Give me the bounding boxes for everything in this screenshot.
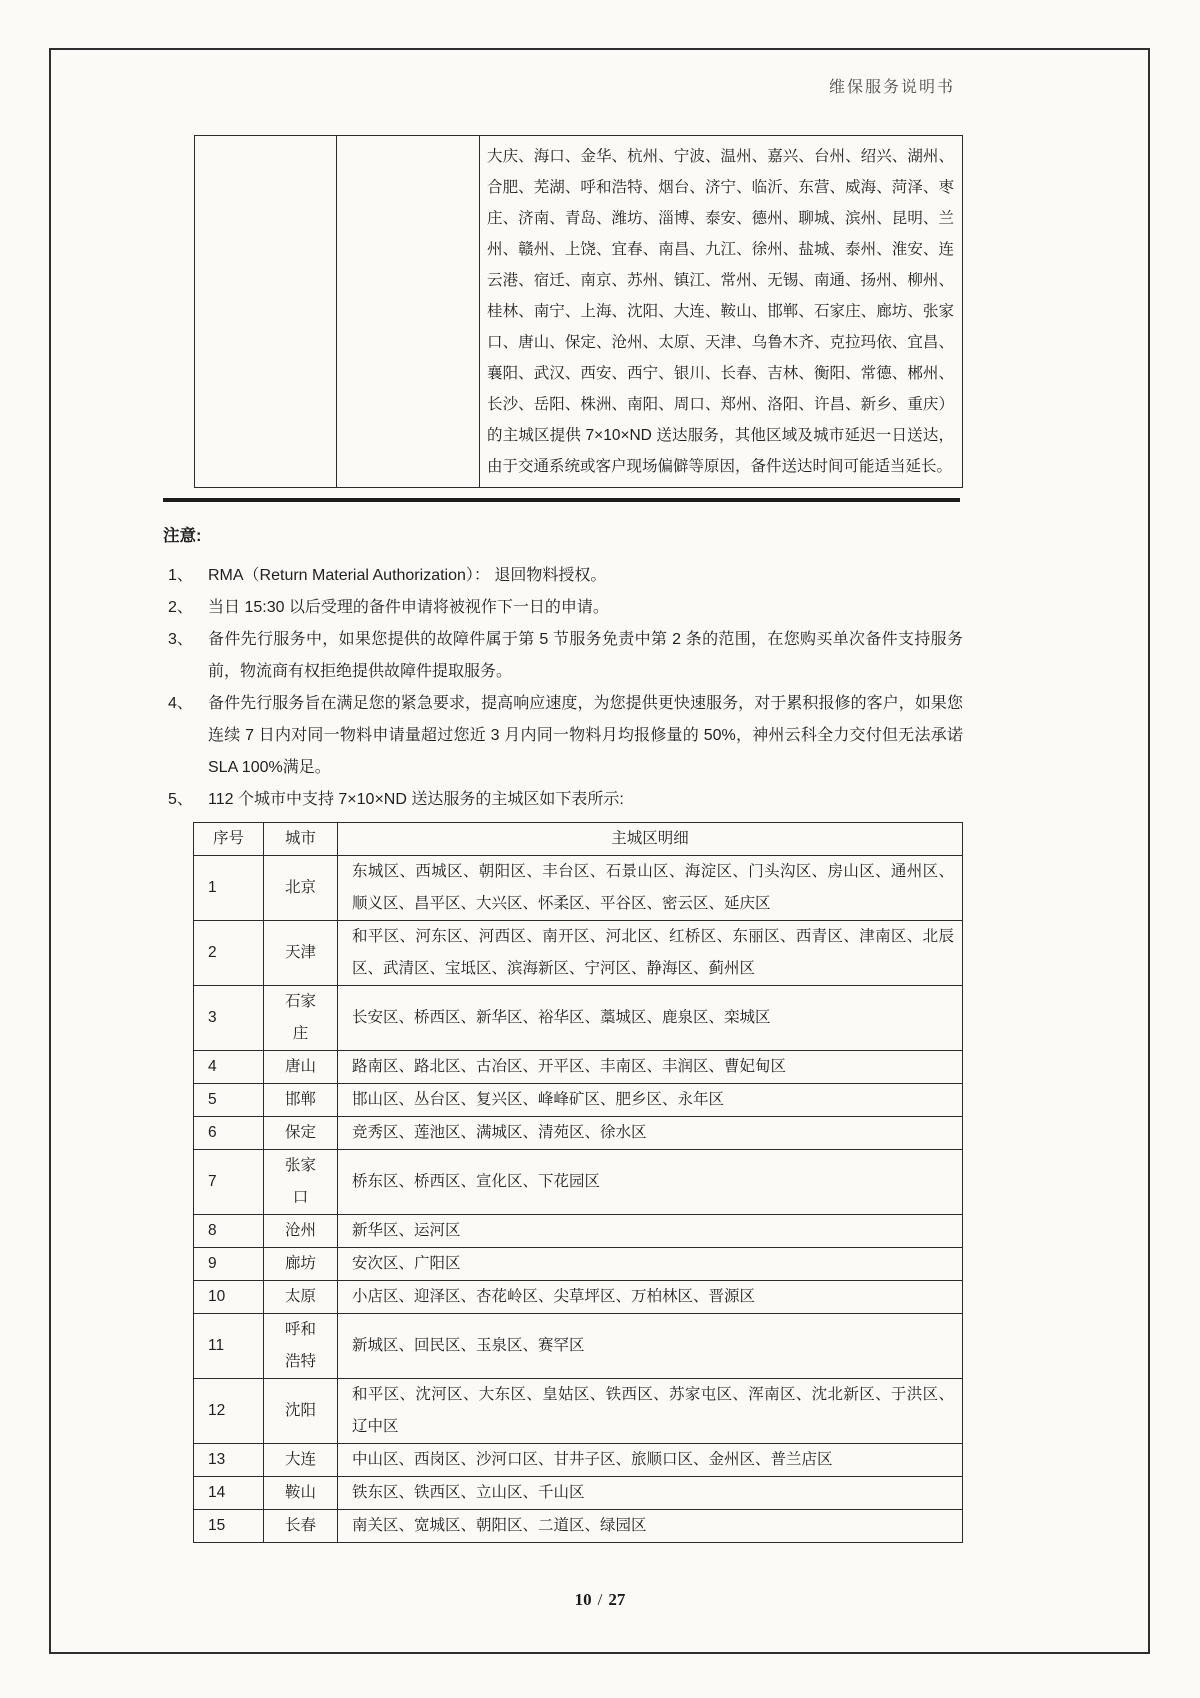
table-row xyxy=(194,1510,963,1543)
row-city-cell: 唐山 xyxy=(264,1051,338,1084)
note-item xyxy=(163,688,963,784)
row-districts-cell: 长安区、桥西区、新华区、裕华区、藁城区、鹿泉区、栾城区 xyxy=(338,986,963,1051)
table-row xyxy=(194,1051,963,1084)
row-seq-cell: 8 xyxy=(194,1215,264,1248)
row-districts-cell: 邯山区、丛台区、复兴区、峰峰矿区、肥乡区、永年区 xyxy=(338,1084,963,1117)
row-districts-cell: 安次区、广阳区 xyxy=(338,1248,963,1281)
note-number: 4、 xyxy=(168,695,193,712)
table-row xyxy=(194,1281,963,1314)
table-row xyxy=(194,986,963,1051)
header-districts: 主城区明细 xyxy=(338,823,963,856)
table-row xyxy=(194,1084,963,1117)
row-seq-cell: 14 xyxy=(194,1477,264,1510)
row-city-cell: 长春 xyxy=(264,1510,338,1543)
page-content xyxy=(163,135,963,1543)
row-seq-cell: 12 xyxy=(194,1379,264,1444)
table-header-row xyxy=(194,823,963,856)
note-text: 112 个城市中支持 7×10×ND 送达服务的主城区如下表所示: xyxy=(208,791,624,808)
page-number xyxy=(0,1590,1200,1610)
note-item xyxy=(163,592,963,624)
row-city-cell: 太原 xyxy=(264,1281,338,1314)
document-header-title: 维保服务说明书 xyxy=(828,79,955,96)
table-row xyxy=(194,1477,963,1510)
note-item xyxy=(163,624,963,688)
row-seq-cell: 3 xyxy=(194,986,264,1051)
row-districts-cell: 东城区、西城区、朝阳区、丰台区、石景山区、海淀区、门头沟区、房山区、通州区、顺义区、昌平区、大兴区、怀柔区、平谷区、密云区、延庆区 xyxy=(338,856,963,921)
row-seq-cell: 6 xyxy=(194,1117,264,1150)
note-text: RMA（Return Material Authorization）： 退回物料授权。 xyxy=(208,567,607,584)
row-city-cell: 邯郸 xyxy=(264,1084,338,1117)
table-row xyxy=(194,1117,963,1150)
city-list-cell: 大庆、海口、金华、杭州、宁波、温州、嘉兴、台州、绍兴、湖州、合肥、芜湖、呼和浩特、烟台、济宁、临沂、东营、威海、菏泽、枣庄、济南、青岛、潍坊、淄博、泰安、德州、聊城、滨州、昆明、兰州、赣州、上饶、宜春、南昌、九江、徐州、盐城、泰州、淮安、连云港、宿迁、南京、苏州、镇江、常州、无锡、南通、扬州、柳州、桂林、南宁、上海、沈阳、大连、鞍山、邯郸、石家庄、廊坊、张家口、唐山、保定、沧州、太原、天津、乌鲁木齐、克拉玛依、宜昌、襄阳、武汉、西安、西宁、银川、长春、吉林、衡阳、常德、郴州、长沙、岳阳、株洲、南阳、周口、郑州、洛阳、许昌、新乡、重庆）的主城区提供 7×10×ND 送达服务，其他区域及城市延迟一日送达，由于交通系统或客户现场偏僻等原因，备件送达时间可能适当延长。 xyxy=(480,136,963,488)
note-item xyxy=(163,560,963,592)
note-item xyxy=(163,784,963,816)
row-districts-cell: 南关区、宽城区、朝阳区、二道区、绿园区 xyxy=(338,1510,963,1543)
row-seq-cell: 13 xyxy=(194,1444,264,1477)
row-districts-cell: 小店区、迎泽区、杏花岭区、尖草坪区、万柏林区、晋源区 xyxy=(338,1281,963,1314)
table-row xyxy=(194,856,963,921)
page-current: 10 xyxy=(574,1590,592,1609)
row-city-cell: 廊坊 xyxy=(264,1248,338,1281)
row-seq-cell: 5 xyxy=(194,1084,264,1117)
row-city-cell: 保定 xyxy=(264,1117,338,1150)
empty-cell-2 xyxy=(337,136,480,488)
note-text: 备件先行服务中，如果您提供的故障件属于第 5 节服务免责中第 2 条的范围，在您购买单次备件支持服务前，物流商有权拒绝提供故障件提取服务。 xyxy=(208,631,963,680)
row-city-cell: 天津 xyxy=(264,921,338,986)
notes-heading: 注意: xyxy=(163,527,202,545)
table-row xyxy=(194,1150,963,1215)
row-seq-cell: 10 xyxy=(194,1281,264,1314)
row-city-cell: 石家庄 xyxy=(264,986,338,1051)
city-districts-table xyxy=(193,822,963,1543)
row-seq-cell: 4 xyxy=(194,1051,264,1084)
empty-cell-1 xyxy=(195,136,337,488)
row-seq-cell: 11 xyxy=(194,1314,264,1379)
row-districts-cell: 中山区、西岗区、沙河口区、甘井子区、旅顺口区、金州区、普兰店区 xyxy=(338,1444,963,1477)
row-city-cell: 张家口 xyxy=(264,1150,338,1215)
row-city-cell: 沈阳 xyxy=(264,1379,338,1444)
section-divider-rule xyxy=(163,498,960,502)
table-row xyxy=(194,1215,963,1248)
row-city-cell: 北京 xyxy=(264,856,338,921)
row-districts-cell: 和平区、河东区、河西区、南开区、河北区、红桥区、东丽区、西青区、津南区、北辰区、武清区、宝坻区、滨海新区、宁河区、静海区、蓟州区 xyxy=(338,921,963,986)
table-row xyxy=(194,921,963,986)
continuation-table xyxy=(194,135,963,488)
row-seq-cell: 7 xyxy=(194,1150,264,1215)
row-districts-cell: 路南区、路北区、古冶区、开平区、丰南区、丰润区、曹妃甸区 xyxy=(338,1051,963,1084)
row-city-cell: 呼和浩特 xyxy=(264,1314,338,1379)
row-city-cell: 鞍山 xyxy=(264,1477,338,1510)
row-city-cell: 大连 xyxy=(264,1444,338,1477)
row-seq-cell: 2 xyxy=(194,921,264,986)
row-seq-cell: 1 xyxy=(194,856,264,921)
page-total: 27 xyxy=(608,1590,626,1609)
row-districts-cell: 新华区、运河区 xyxy=(338,1215,963,1248)
row-districts-cell: 新城区、回民区、玉泉区、赛罕区 xyxy=(338,1314,963,1379)
header-seq: 序号 xyxy=(194,823,264,856)
table-row xyxy=(194,1248,963,1281)
row-seq-cell: 15 xyxy=(194,1510,264,1543)
table-row xyxy=(194,1444,963,1477)
note-number: 1、 xyxy=(168,567,193,584)
note-number: 5、 xyxy=(168,791,193,808)
header-city: 城市 xyxy=(264,823,338,856)
note-text: 当日 15:30 以后受理的备件申请将被视作下一日的申请。 xyxy=(208,599,609,616)
row-districts-cell: 铁东区、铁西区、立山区、千山区 xyxy=(338,1477,963,1510)
continuation-table-row xyxy=(195,136,963,488)
note-number: 3、 xyxy=(168,631,193,648)
note-text: 备件先行服务旨在满足您的紧急要求，提高响应速度，为您提供更快速服务，对于累积报修的客户，如果您连续 7 日内对同一物料申请量超过您近 3 月内同一物料月均报修量的 50%，神州云科全力交付但无法承诺 SLA 100%满足。 xyxy=(208,695,963,776)
row-districts-cell: 桥东区、桥西区、宣化区、下花园区 xyxy=(338,1150,963,1215)
note-number: 2、 xyxy=(168,599,193,616)
table-row xyxy=(194,1314,963,1379)
row-seq-cell: 9 xyxy=(194,1248,264,1281)
page-separator: / xyxy=(597,1590,603,1609)
notes-list xyxy=(163,560,963,816)
row-districts-cell: 竞秀区、莲池区、满城区、清苑区、徐水区 xyxy=(338,1117,963,1150)
row-city-cell: 沧州 xyxy=(264,1215,338,1248)
row-districts-cell: 和平区、沈河区、大东区、皇姑区、铁西区、苏家屯区、浑南区、沈北新区、于洪区、辽中区 xyxy=(338,1379,963,1444)
notes-section xyxy=(163,526,963,816)
table-row xyxy=(194,1379,963,1444)
